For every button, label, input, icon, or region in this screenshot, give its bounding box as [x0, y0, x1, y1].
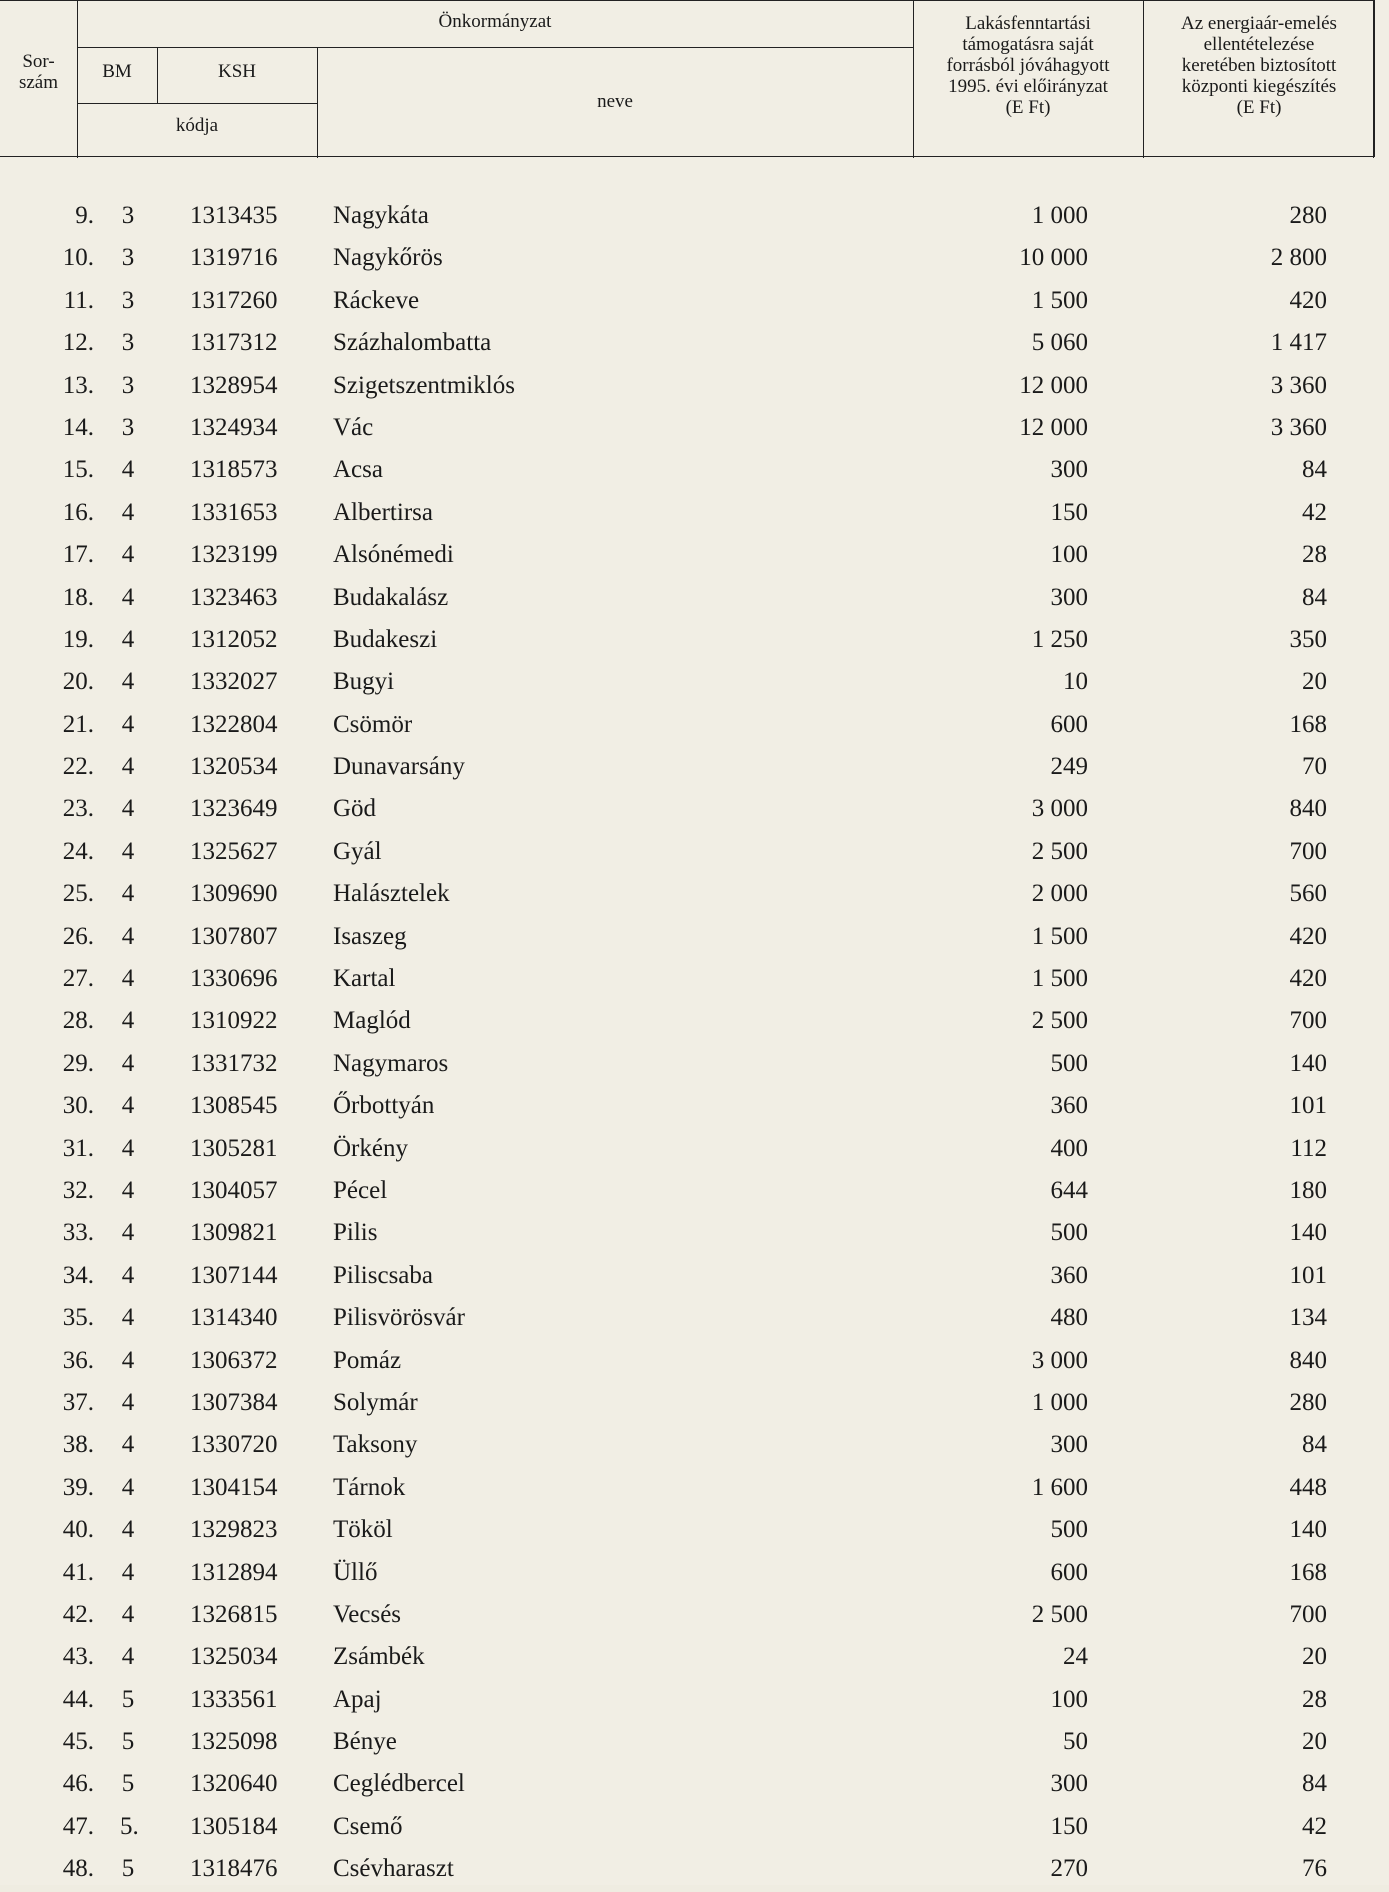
- row-bm-code: 3: [121, 371, 135, 399]
- row-energy-supplement: 3 360: [1270, 413, 1327, 441]
- row-energy-supplement: 134: [1289, 1304, 1327, 1332]
- row-energy-supplement: 700: [1289, 837, 1327, 865]
- row-ksh-code: 1319716: [190, 244, 278, 272]
- row-energy-supplement: 280: [1289, 1388, 1327, 1416]
- row-number: 35.: [62, 1304, 94, 1332]
- row-housing-support: 2 000: [1031, 880, 1088, 908]
- table-row: [0, 1849, 1389, 1891]
- row-housing-support: 360: [1050, 1092, 1088, 1120]
- row-energy-supplement: 84: [1302, 456, 1327, 484]
- row-housing-support: 3 000: [1031, 1346, 1088, 1374]
- row-energy-supplement: 42: [1302, 498, 1327, 526]
- row-bm-code: 4: [121, 1516, 135, 1544]
- row-number: 24.: [62, 837, 94, 865]
- row-ksh-code: 1333561: [190, 1685, 278, 1713]
- table-row: [0, 1468, 1389, 1510]
- table-row: [0, 1256, 1389, 1298]
- row-housing-support: 12 000: [1019, 371, 1088, 399]
- row-bm-code: 4: [121, 965, 135, 993]
- row-number: 12.: [62, 329, 94, 357]
- row-energy-supplement: 3 360: [1270, 371, 1327, 399]
- row-energy-supplement: 20: [1302, 1728, 1327, 1756]
- row-bm-code: 4: [121, 1092, 135, 1120]
- row-municipality-name: Halásztelek: [333, 880, 450, 908]
- row-housing-support: 600: [1050, 1558, 1088, 1586]
- row-number: 42.: [62, 1600, 94, 1628]
- row-housing-support: 480: [1050, 1304, 1088, 1332]
- row-energy-supplement: 140: [1289, 1049, 1327, 1077]
- row-energy-supplement: 20: [1302, 1643, 1327, 1671]
- row-municipality-name: Pomáz: [333, 1346, 402, 1374]
- row-energy-supplement: 168: [1289, 1558, 1327, 1586]
- row-number: 47.: [62, 1812, 94, 1840]
- table-row: [0, 493, 1389, 535]
- row-bm-code: 4: [121, 1219, 135, 1247]
- row-number: 23.: [62, 795, 94, 823]
- row-number: 13.: [62, 371, 94, 399]
- row-ksh-code: 1305184: [190, 1812, 278, 1840]
- row-housing-support: 5 060: [1031, 329, 1088, 357]
- table-row: [0, 917, 1389, 959]
- row-energy-supplement: 420: [1289, 286, 1327, 314]
- row-number: 29.: [62, 1049, 94, 1077]
- row-ksh-code: 1304154: [190, 1473, 278, 1501]
- row-municipality-name: Dunavarsány: [333, 753, 465, 781]
- table-row: [0, 662, 1389, 704]
- row-municipality-name: Nagykáta: [333, 202, 429, 229]
- row-municipality-name: Bugyi: [333, 668, 395, 696]
- row-number: 16.: [62, 498, 94, 526]
- row-bm-code: 5.: [120, 1812, 139, 1840]
- row-municipality-name: Nagymaros: [333, 1049, 449, 1077]
- row-number: 25.: [62, 880, 94, 908]
- row-municipality-name: Pilisvörösvár: [333, 1304, 465, 1332]
- row-ksh-code: 1325627: [190, 837, 278, 865]
- row-housing-support: 300: [1050, 1431, 1088, 1459]
- row-number: 21.: [62, 710, 94, 738]
- header-kodja: kódja: [175, 115, 219, 136]
- row-municipality-name: Üllő: [333, 1558, 378, 1586]
- row-energy-supplement: 84: [1302, 1770, 1327, 1798]
- row-ksh-code: 1304057: [190, 1176, 278, 1204]
- row-municipality-name: Ceglédbercel: [333, 1770, 465, 1798]
- row-number: 45.: [62, 1728, 94, 1756]
- row-housing-support: 100: [1050, 1685, 1088, 1713]
- row-housing-support: 1 000: [1031, 1388, 1088, 1416]
- row-ksh-code: 1320534: [190, 753, 278, 781]
- row-number: 26.: [62, 922, 94, 950]
- table-row: [0, 705, 1389, 747]
- row-bm-code: 3: [121, 202, 135, 229]
- row-energy-supplement: 280: [1289, 202, 1327, 229]
- row-housing-support: 1 500: [1031, 965, 1088, 993]
- table-row: [0, 238, 1389, 280]
- table-row: [0, 959, 1389, 1001]
- row-housing-support: 400: [1050, 1134, 1088, 1162]
- row-ksh-code: 1320640: [190, 1770, 278, 1798]
- row-housing-support: 12 000: [1019, 413, 1088, 441]
- row-energy-supplement: 840: [1289, 795, 1327, 823]
- row-number: 40.: [62, 1516, 94, 1544]
- row-municipality-name: Bénye: [333, 1728, 397, 1756]
- row-ksh-code: 1318476: [190, 1855, 278, 1883]
- table-row: [0, 408, 1389, 450]
- row-housing-support: 300: [1050, 583, 1088, 611]
- row-energy-supplement: 112: [1290, 1134, 1327, 1162]
- row-number: 39.: [62, 1473, 94, 1501]
- row-bm-code: 5: [121, 1685, 135, 1713]
- row-housing-support: 150: [1050, 1812, 1088, 1840]
- row-housing-support: 10 000: [1019, 244, 1088, 272]
- row-bm-code: 4: [121, 668, 135, 696]
- row-housing-support: 300: [1050, 1770, 1088, 1798]
- row-number: 11.: [63, 286, 94, 314]
- row-energy-supplement: 76: [1302, 1855, 1327, 1883]
- row-ksh-code: 1314340: [190, 1304, 278, 1332]
- row-bm-code: 4: [121, 1049, 135, 1077]
- row-ksh-code: 1306372: [190, 1346, 278, 1374]
- row-municipality-name: Csévharaszt: [333, 1855, 454, 1883]
- row-energy-supplement: 28: [1302, 1685, 1327, 1713]
- row-bm-code: 3: [121, 244, 135, 272]
- row-municipality-name: Pilis: [333, 1219, 378, 1247]
- row-bm-code: 4: [121, 1176, 135, 1204]
- row-number: 41.: [62, 1558, 94, 1586]
- row-energy-supplement: 42: [1302, 1812, 1327, 1840]
- row-municipality-name: Zsámbék: [333, 1643, 425, 1671]
- table-row: [0, 1086, 1389, 1128]
- row-number: 46.: [62, 1770, 94, 1798]
- row-energy-supplement: 2 800: [1270, 244, 1327, 272]
- table-body: [0, 196, 1389, 1892]
- table-row: [0, 874, 1389, 916]
- row-energy-supplement: 84: [1302, 1431, 1327, 1459]
- row-number: 19.: [62, 625, 94, 653]
- table-row: [0, 1129, 1389, 1171]
- row-housing-support: 644: [1050, 1176, 1088, 1204]
- table-row: [0, 1764, 1389, 1806]
- row-ksh-code: 1305281: [190, 1134, 278, 1162]
- table-row: [0, 1807, 1389, 1849]
- row-bm-code: 4: [121, 498, 135, 526]
- header-sorszam: Sor- szám: [18, 51, 59, 93]
- row-ksh-code: 1331732: [190, 1049, 278, 1077]
- row-bm-code: 4: [121, 1600, 135, 1628]
- row-number: 33.: [62, 1219, 94, 1247]
- row-municipality-name: Budakalász: [333, 583, 449, 611]
- row-housing-support: 2 500: [1031, 837, 1088, 865]
- row-bm-code: 4: [121, 1473, 135, 1501]
- header-neve: neve: [597, 91, 633, 112]
- table-row: [0, 366, 1389, 408]
- table-row: [0, 535, 1389, 577]
- row-ksh-code: 1323649: [190, 795, 278, 823]
- row-bm-code: 4: [121, 795, 135, 823]
- row-ksh-code: 1332027: [190, 668, 278, 696]
- row-housing-support: 500: [1050, 1516, 1088, 1544]
- row-housing-support: 1 500: [1031, 286, 1088, 314]
- row-municipality-name: Csömör: [333, 710, 413, 738]
- row-number: 27.: [62, 965, 94, 993]
- row-ksh-code: 1310922: [190, 1007, 278, 1035]
- header-bm: BM: [102, 61, 132, 82]
- table-row: [0, 323, 1389, 365]
- row-bm-code: 4: [121, 1558, 135, 1586]
- row-ksh-code: 1317312: [190, 329, 278, 357]
- row-housing-support: 150: [1050, 498, 1088, 526]
- row-number: 15.: [62, 456, 94, 484]
- row-bm-code: 4: [121, 1388, 135, 1416]
- row-housing-support: 50: [1063, 1728, 1088, 1756]
- row-bm-code: 4: [121, 1346, 135, 1374]
- row-ksh-code: 1330696: [190, 965, 278, 993]
- row-bm-code: 4: [121, 1261, 135, 1289]
- row-number: 22.: [62, 753, 94, 781]
- header-lakasfenntartasi: Lakásfenntartási támogatásra saját forrásból jóváhagyott 1995. évi előirányzat (E Ft): [946, 13, 1110, 118]
- row-municipality-name: Ráckeve: [333, 286, 420, 314]
- table-row: [0, 1553, 1389, 1595]
- row-energy-supplement: 168: [1289, 710, 1327, 738]
- row-number: 10.: [62, 244, 94, 272]
- table-row: [0, 1341, 1389, 1383]
- row-number: 37.: [62, 1388, 94, 1416]
- row-municipality-name: Örkény: [333, 1134, 408, 1162]
- row-housing-support: 270: [1050, 1855, 1088, 1883]
- row-energy-supplement: 84: [1302, 583, 1327, 611]
- table-row: [0, 1510, 1389, 1552]
- row-ksh-code: 1325098: [190, 1728, 278, 1756]
- row-ksh-code: 1307144: [190, 1261, 278, 1289]
- row-bm-code: 3: [121, 329, 135, 357]
- row-bm-code: 4: [121, 1431, 135, 1459]
- row-number: 28.: [62, 1007, 94, 1035]
- row-energy-supplement: 560: [1289, 880, 1327, 908]
- table-row: [0, 281, 1389, 323]
- row-municipality-name: Piliscsaba: [333, 1261, 433, 1289]
- row-bm-code: 5: [121, 1728, 135, 1756]
- row-number: 9.: [75, 202, 94, 229]
- row-housing-support: 2 500: [1031, 1007, 1088, 1035]
- row-energy-supplement: 140: [1289, 1219, 1327, 1247]
- row-municipality-name: Maglód: [333, 1007, 411, 1035]
- row-bm-code: 4: [121, 837, 135, 865]
- row-housing-support: 300: [1050, 456, 1088, 484]
- row-ksh-code: 1322804: [190, 710, 278, 738]
- row-municipality-name: Solymár: [333, 1388, 418, 1416]
- row-number: 43.: [62, 1643, 94, 1671]
- row-municipality-name: Szigetszentmiklós: [333, 371, 515, 399]
- row-housing-support: 249: [1050, 753, 1088, 781]
- row-energy-supplement: 101: [1289, 1092, 1327, 1120]
- table-row: [0, 196, 1389, 238]
- row-ksh-code: 1324934: [190, 413, 278, 441]
- row-housing-support: 3 000: [1031, 795, 1088, 823]
- row-ksh-code: 1325034: [190, 1643, 278, 1671]
- row-housing-support: 24: [1063, 1643, 1088, 1671]
- row-housing-support: 2 500: [1031, 1600, 1088, 1628]
- row-bm-code: 4: [121, 625, 135, 653]
- row-bm-code: 4: [121, 1007, 135, 1035]
- header-energiaar: Az energiaár-emelés ellentételezése keretében biztosított központi kiegészítés (E Ft): [1181, 13, 1337, 118]
- row-municipality-name: Göd: [333, 795, 377, 823]
- row-ksh-code: 1309690: [190, 880, 278, 908]
- row-municipality-name: Alsónémedi: [333, 541, 454, 569]
- row-energy-supplement: 101: [1289, 1261, 1327, 1289]
- row-energy-supplement: 140: [1289, 1516, 1327, 1544]
- row-housing-support: 500: [1050, 1049, 1088, 1077]
- row-energy-supplement: 448: [1289, 1473, 1327, 1501]
- table-row: [0, 1044, 1389, 1086]
- row-ksh-code: 1312894: [190, 1558, 278, 1586]
- row-ksh-code: 1330720: [190, 1431, 278, 1459]
- row-ksh-code: 1331653: [190, 498, 278, 526]
- row-energy-supplement: 700: [1289, 1600, 1327, 1628]
- table-row: [0, 1595, 1389, 1637]
- row-energy-supplement: 1 417: [1270, 329, 1327, 357]
- table-row: [0, 1680, 1389, 1722]
- row-bm-code: 4: [121, 922, 135, 950]
- row-energy-supplement: 840: [1289, 1346, 1327, 1374]
- table-row: [0, 1171, 1389, 1213]
- row-bm-code: 4: [121, 880, 135, 908]
- table-row: [0, 1722, 1389, 1764]
- row-ksh-code: 1307807: [190, 922, 278, 950]
- row-ksh-code: 1326815: [190, 1600, 278, 1628]
- table-row: [0, 450, 1389, 492]
- row-bm-code: 4: [121, 541, 135, 569]
- row-bm-code: 4: [121, 710, 135, 738]
- row-ksh-code: 1313435: [190, 202, 278, 229]
- row-bm-code: 4: [121, 456, 135, 484]
- row-municipality-name: Budakeszi: [333, 625, 438, 653]
- table-row: [0, 578, 1389, 620]
- row-ksh-code: 1329823: [190, 1516, 278, 1544]
- row-number: 31.: [62, 1134, 94, 1162]
- row-number: 36.: [62, 1346, 94, 1374]
- row-bm-code: 4: [121, 583, 135, 611]
- row-number: 34.: [62, 1261, 94, 1289]
- header-divider: [77, 47, 913, 48]
- row-municipality-name: Nagykőrös: [333, 244, 443, 272]
- row-bm-code: 3: [121, 413, 135, 441]
- row-number: 14.: [62, 413, 94, 441]
- header-ksh: KSH: [217, 61, 256, 82]
- row-number: 44.: [62, 1685, 94, 1713]
- row-municipality-name: Gyál: [333, 837, 382, 865]
- row-municipality-name: Albertirsa: [333, 498, 433, 526]
- row-municipality-name: Vác: [333, 413, 374, 441]
- row-housing-support: 1 000: [1031, 202, 1088, 229]
- row-municipality-name: Vecsés: [333, 1600, 402, 1628]
- table-row: [0, 1001, 1389, 1043]
- row-number: 18.: [62, 583, 94, 611]
- row-ksh-code: 1323199: [190, 541, 278, 569]
- row-bm-code: 4: [121, 1134, 135, 1162]
- row-housing-support: 600: [1050, 710, 1088, 738]
- row-municipality-name: Őrbottyán: [333, 1092, 435, 1120]
- row-municipality-name: Acsa: [333, 456, 383, 484]
- row-ksh-code: 1317260: [190, 286, 278, 314]
- row-ksh-code: 1307384: [190, 1388, 278, 1416]
- table-row: [0, 832, 1389, 874]
- row-housing-support: 100: [1050, 541, 1088, 569]
- row-bm-code: 4: [121, 753, 135, 781]
- table-row: [0, 1637, 1389, 1679]
- row-energy-supplement: 420: [1289, 965, 1327, 993]
- table-row: [0, 620, 1389, 662]
- row-energy-supplement: 420: [1289, 922, 1327, 950]
- row-housing-support: 1 600: [1031, 1473, 1088, 1501]
- row-municipality-name: Isaszeg: [333, 922, 407, 950]
- row-municipality-name: Csemő: [333, 1812, 403, 1840]
- row-energy-supplement: 350: [1289, 625, 1327, 653]
- row-municipality-name: Tököl: [333, 1516, 393, 1544]
- row-municipality-name: Százhalombatta: [333, 329, 492, 357]
- row-ksh-code: 1308545: [190, 1092, 278, 1120]
- table-row: [0, 789, 1389, 831]
- row-energy-supplement: 700: [1289, 1007, 1327, 1035]
- row-number: 48.: [62, 1855, 94, 1883]
- row-number: 17.: [62, 541, 94, 569]
- table-row: [0, 1213, 1389, 1255]
- row-number: 30.: [62, 1092, 94, 1120]
- row-bm-code: 5: [121, 1770, 135, 1798]
- row-ksh-code: 1328954: [190, 371, 278, 399]
- row-energy-supplement: 70: [1302, 753, 1327, 781]
- row-housing-support: 1 250: [1031, 625, 1088, 653]
- row-energy-supplement: 20: [1302, 668, 1327, 696]
- row-number: 20.: [62, 668, 94, 696]
- table-row: [0, 1383, 1389, 1425]
- row-bm-code: 4: [121, 1643, 135, 1671]
- row-ksh-code: 1323463: [190, 583, 278, 611]
- row-municipality-name: Tárnok: [333, 1473, 406, 1501]
- row-number: 38.: [62, 1431, 94, 1459]
- row-municipality-name: Kartal: [333, 965, 396, 993]
- table-header: [0, 0, 1375, 157]
- row-number: 32.: [62, 1176, 94, 1204]
- row-energy-supplement: 180: [1289, 1176, 1327, 1204]
- header-onkormanyzat: Önkormányzat: [438, 11, 552, 32]
- row-municipality-name: Taksony: [333, 1431, 418, 1459]
- row-ksh-code: 1318573: [190, 456, 278, 484]
- row-bm-code: 3: [121, 286, 135, 314]
- row-bm-code: 5: [121, 1855, 135, 1883]
- row-bm-code: 4: [121, 1304, 135, 1332]
- row-municipality-name: Pécel: [333, 1176, 388, 1204]
- row-ksh-code: 1309821: [190, 1219, 278, 1247]
- row-ksh-code: 1312052: [190, 625, 278, 653]
- row-housing-support: 360: [1050, 1261, 1088, 1289]
- table-row: [0, 1298, 1389, 1340]
- row-housing-support: 1 500: [1031, 922, 1088, 950]
- row-municipality-name: Apaj: [333, 1685, 382, 1713]
- row-housing-support: 500: [1050, 1219, 1088, 1247]
- row-energy-supplement: 28: [1302, 541, 1327, 569]
- header-divider: [77, 103, 317, 104]
- table-row: [0, 747, 1389, 789]
- table-row: [0, 1425, 1389, 1467]
- row-housing-support: 10: [1063, 668, 1088, 696]
